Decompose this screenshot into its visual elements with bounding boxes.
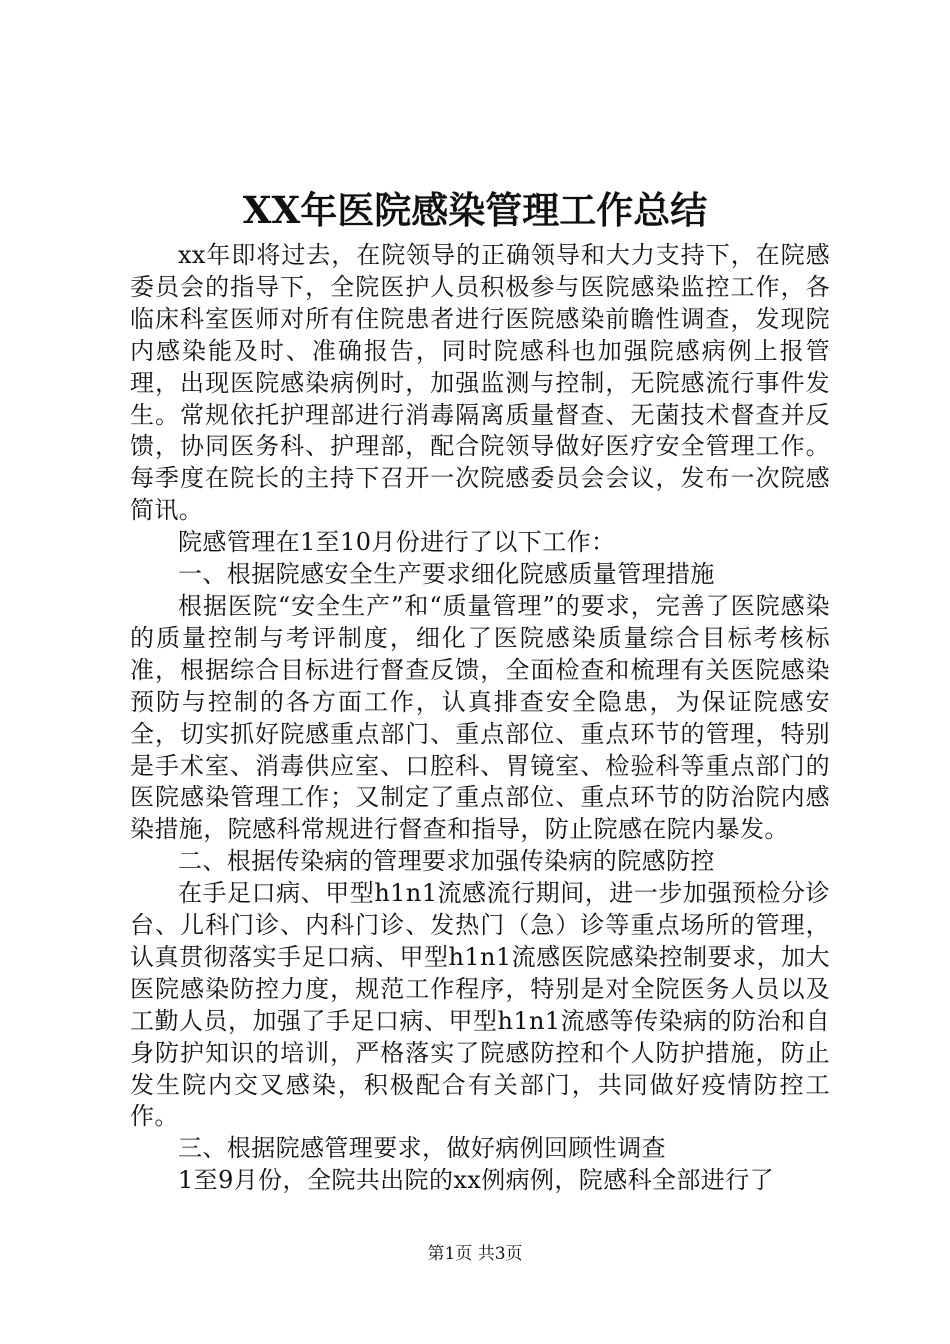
paragraph-work-overview: 院感管理在1至10月份进行了以下工作： bbox=[178, 528, 616, 557]
paragraph-intro: xx年即将过去，在院领导的正确领导和大力支持下，在院感委员会的指导下，全院医护人员积极参与医院感染监控工作，各临床科室医师对所有住院患者进行医院感染前瞻性调查，发现院内感染能及时、准确报告，同时院感科也加强院感病例上报管理，出现医院感染病例时，加强监测与控制，无院感流行事件发生。常规依托护理部进行消毒隔离质量督查、无菌技术督查并反馈，协同医务科、护理部，配合院领导做好医疗安全管理工作。每季度在院长的主持下召开一次院感委员会会议，发布一次院感简讯。 bbox=[130, 241, 830, 525]
document-title: XX年医院感染管理工作总结 bbox=[242, 188, 708, 232]
section-heading-3: 三、根据院感管理要求，做好病例回顾性调查 bbox=[178, 1134, 666, 1163]
paragraph-section-2: 在手足口病、甲型h1n1流感流行期间，进一步加强预检分诊台、儿科门诊、内科门诊、发热门（急）诊等重点场所的管理，认真贯彻落实手足口病、甲型h1n1流感医院感染控制要求，加大医院感染防控力度，规范工作程序，特别是对全院医务人员以及工勤人员，加强了手足口病、甲型h1n1流感等传染病的防治和自身防护知识的培训，严格落实了院感防控和个人防护措施，防止发生院内交叉感染，积极配合有关部门，共同做好疫情防控工作。 bbox=[130, 879, 830, 1131]
section-heading-1: 一、根据院感安全生产要求细化院感质量管理措施 bbox=[178, 560, 715, 589]
paragraph-section-3: 1至9月份，全院共出院的xx例病例，院感科全部进行了 bbox=[178, 1166, 775, 1195]
page-number-footer: 第1页 共3页 bbox=[427, 1244, 523, 1264]
paragraph-section-1: 根据医院“安全生产”和“质量管理”的要求，完善了医院感染的质量控制与考评制度，细化了医院感染质量综合目标考核标准，根据综合目标进行督查反馈，全面检查和梳理有关医院感染预防与控制的各方面工作，认真排查安全隐患，为保证院感安全，切实抓好院感重点部门、重点部位、重点环节的管理，特别是手术室、消毒供应室、口腔科、胃镜室、检验科等重点部门的医院感染管理工作；又制定了重点部位、重点环节的防治院内感染措施，院感科常规进行督查和指导，防止院感在院内暴发。 bbox=[130, 591, 830, 844]
section-heading-2: 二、根据传染病的管理要求加强传染病的院感防控 bbox=[178, 847, 715, 876]
document-body bbox=[130, 240, 830, 1197]
